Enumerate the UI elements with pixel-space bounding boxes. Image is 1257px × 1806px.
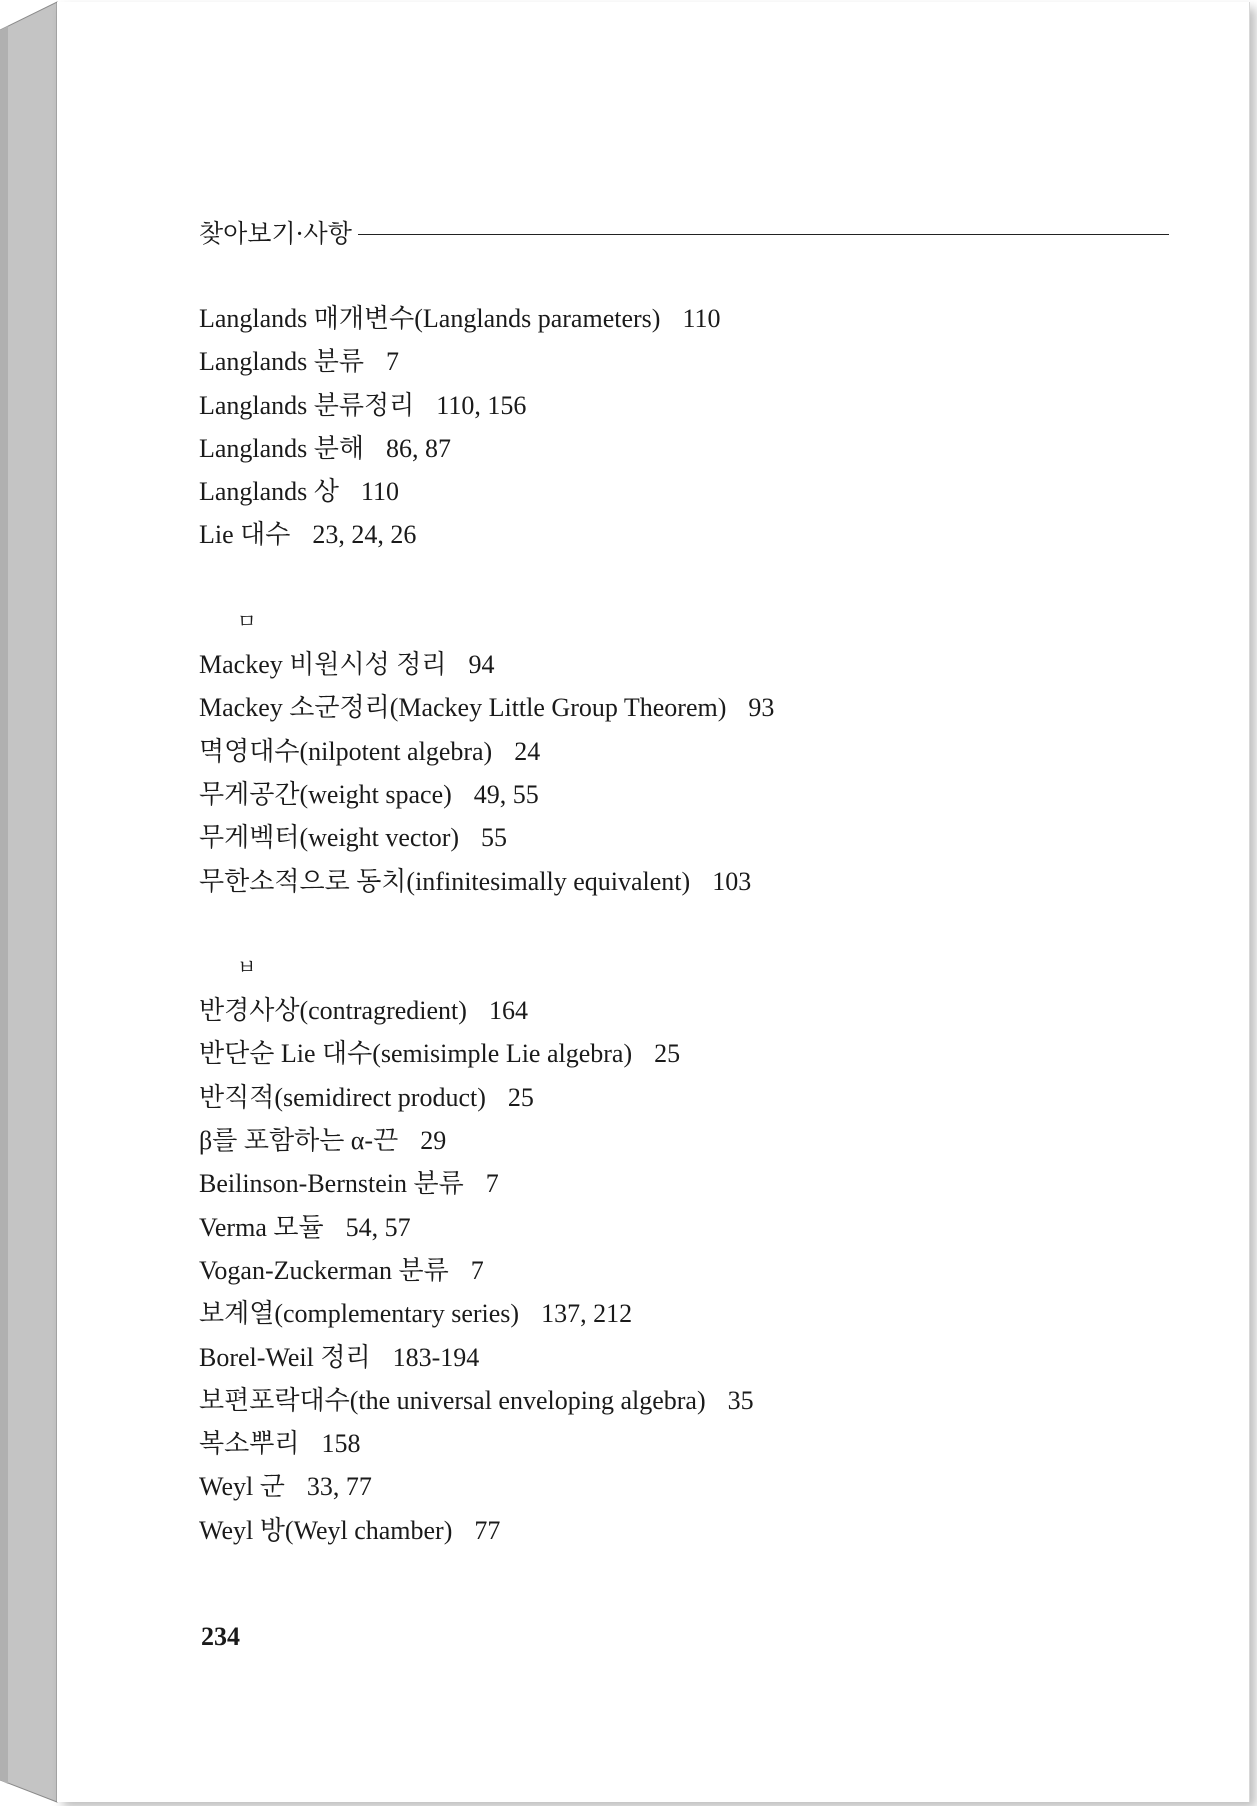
index-entry: [199, 773, 1179, 816]
index-page: [57, 2, 1250, 1802]
section-heading: ㅂ: [237, 954, 257, 979]
index-pages: 7: [386, 347, 400, 377]
index-pages: 86, 87: [386, 433, 452, 463]
index-term: Langlands 상: [199, 477, 339, 507]
index-pages: 33, 77: [306, 1472, 372, 1502]
index-pages: 25: [654, 1039, 681, 1069]
index-entry: [199, 427, 1179, 470]
index-pages: 25: [507, 1082, 534, 1112]
index-term: 무한소적으로 동치(infinitesimally equivalent): [199, 866, 691, 896]
section-heading: ㅁ: [237, 608, 257, 633]
index-term: 반직적(semidirect product): [199, 1082, 486, 1112]
index-entry: [199, 816, 1179, 859]
index-entry: [199, 1162, 1179, 1205]
index-entry: [199, 1076, 1179, 1119]
index-entry: [199, 1119, 1179, 1162]
index-entry: [199, 1465, 1179, 1508]
index-term: Mackey 비원시성 정리: [199, 650, 447, 680]
index-term: 반단순 Lie 대수(semisimple Lie algebra): [199, 1039, 633, 1069]
index-pages: 77: [474, 1515, 501, 1545]
index-entry: [199, 643, 1179, 686]
index-pages: 158: [321, 1429, 361, 1459]
header-rule: [358, 234, 1169, 235]
index-pages: 23, 24, 26: [312, 520, 417, 550]
index-entry: [199, 686, 1179, 729]
index-pages: 24: [514, 736, 541, 766]
index-pages: 7: [485, 1169, 499, 1199]
index-term: Langlands 분해: [199, 433, 365, 463]
index-term: Verma 모듈: [199, 1212, 324, 1242]
page-number: 234: [201, 1622, 240, 1651]
index-pages: 55: [481, 823, 508, 853]
index-entry: [199, 1292, 1179, 1335]
index-entry: [199, 1379, 1179, 1422]
index-pages: 49, 55: [473, 779, 539, 809]
index-term: Weyl 군: [199, 1472, 285, 1502]
index-term: Mackey 소군정리(Mackey Little Group Theorem): [199, 693, 727, 723]
index-term: Langlands 매개변수(Langlands parameters): [199, 304, 661, 333]
index-pages: 110: [360, 477, 399, 507]
index-entry: [199, 297, 1179, 340]
index-term: 복소뿌리: [199, 1429, 300, 1459]
index-entry: [199, 1032, 1179, 1075]
index-term: Vogan-Zuckerman 분류: [199, 1255, 449, 1285]
index-term: 멱영대수(nilpotent algebra): [199, 736, 493, 766]
index-entry: [199, 989, 1179, 1032]
index-entry: [199, 1422, 1179, 1465]
index-entry: [199, 513, 1179, 556]
index-term: 보계열(complementary series): [199, 1299, 520, 1329]
index-term: 무게공간(weight space): [199, 779, 452, 809]
index-entry: [199, 470, 1179, 513]
group-spacer: [199, 557, 1179, 600]
index-term: Beilinson-Bernstein 분류: [199, 1169, 464, 1199]
index-term: 보편포락대수(the universal enveloping algebra): [199, 1385, 706, 1415]
index-entries: [199, 297, 1179, 1552]
index-pages: 137, 212: [541, 1299, 633, 1329]
index-pages: 110: [682, 304, 721, 333]
index-term: Weyl 방(Weyl chamber): [199, 1515, 453, 1545]
index-pages: 183-194: [392, 1342, 480, 1372]
header-title: 찾아보기·사항: [199, 219, 352, 248]
index-term: Lie 대수: [199, 520, 291, 550]
index-term: β를 포함하는 α-끈: [199, 1126, 399, 1156]
index-pages: 94: [468, 650, 495, 680]
index-term: Borel-Weil 정리: [199, 1342, 371, 1372]
index-term: Langlands 분류정리: [199, 390, 415, 420]
index-pages: 7: [470, 1255, 484, 1285]
index-entry: [199, 384, 1179, 427]
index-pages: 54, 57: [345, 1212, 411, 1242]
index-entry: [199, 1249, 1179, 1292]
index-pages: 103: [712, 866, 752, 896]
index-entry: [199, 1509, 1179, 1552]
group-spacer: [199, 903, 1179, 946]
book-spine: [0, 0, 60, 1806]
index-term: 반경사상(contragredient): [199, 996, 467, 1026]
index-pages: 29: [420, 1126, 447, 1156]
index-entry: [199, 860, 1179, 903]
index-pages: 35: [727, 1385, 754, 1415]
index-entry: [199, 1206, 1179, 1249]
index-pages: 93: [748, 693, 775, 723]
index-entry: [199, 1336, 1179, 1379]
running-header: [199, 212, 1169, 252]
index-pages: 164: [488, 996, 528, 1026]
index-term: Langlands 분류: [199, 347, 365, 377]
index-term: 무게벡터(weight vector): [199, 823, 460, 853]
index-entry: [199, 730, 1179, 773]
index-entry: [199, 340, 1179, 383]
index-pages: 110, 156: [436, 390, 527, 420]
